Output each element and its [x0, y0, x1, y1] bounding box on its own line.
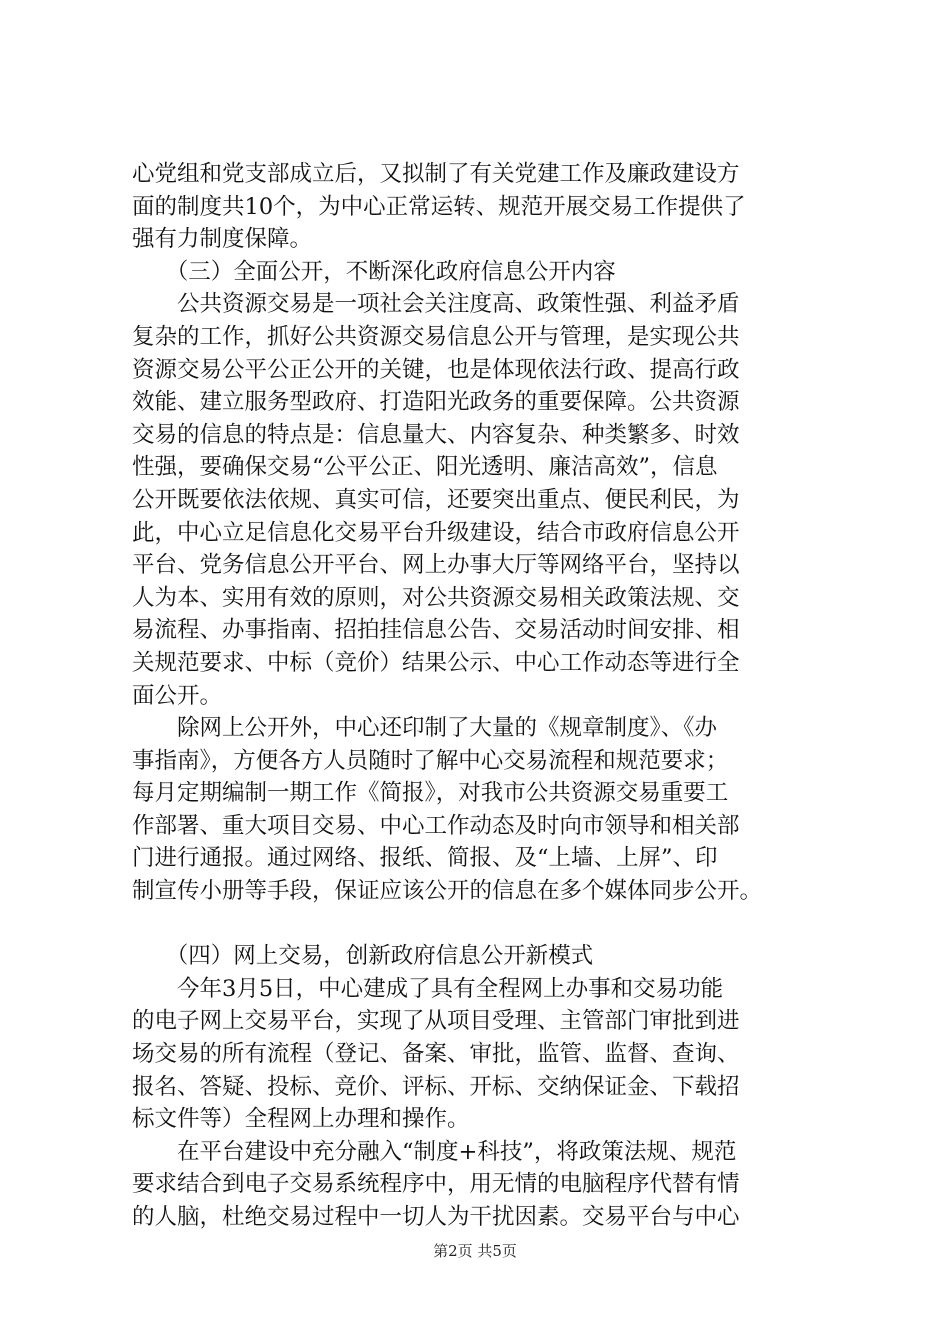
- text-line: 每月定期编制一期工作《简报》，对我市公共资源交易重要工: [132, 780, 729, 807]
- text-line: 平台、党务信息公开平台、网上办事大厅等网络平台，坚持以: [132, 552, 740, 579]
- text-line: 报名、答疑、投标、竞价、评标、开标、交纳保证金、下载招: [132, 1073, 740, 1100]
- text-line: 心党组和党支部成立后，又拟制了有关党建工作及廉政建设方: [132, 161, 740, 187]
- text-line: （四）网上交易，创新政府信息公开新模式: [132, 943, 594, 970]
- text-line: 效能、建立服务型政府、打造阳光政务的重要保障。公共资源: [132, 389, 740, 416]
- text-line: 面公开。: [132, 682, 223, 709]
- text-line: 场交易的所有流程（登记、备案、审批，监管、监督、查询、: [132, 1041, 740, 1068]
- paragraph-spacer: [132, 908, 832, 941]
- text-line: 性强，要确保交易“公平公正、阳光透明、廉洁高效”，信息: [132, 454, 718, 481]
- text-line: 关规范要求、中标（竞价）结果公示、中心工作动态等进行全: [132, 649, 740, 676]
- text-line: 易流程、办事指南、招拍挂信息公告、交易活动时间安排、相: [132, 617, 740, 644]
- text-line: 要求结合到电子交易系统程序中，用无情的电脑程序代替有情: [132, 1171, 740, 1198]
- body-text: [132, 158, 832, 1234]
- text-line: 资源交易公平公正公开的关键，也是体现依法行政、提高行政: [132, 356, 740, 383]
- text-line: （三）全面公开，不断深化政府信息公开内容: [132, 258, 616, 285]
- text-line: 公开既要依法依规、真实可信，还要突出重点、便民利民，为: [132, 486, 740, 513]
- text-line: 此，中心立足信息化交易平台升级建设，结合市政府信息公开: [132, 519, 740, 546]
- text-line: 面的制度共10个，为中心正常运转、规范开展交易工作提供了: [132, 193, 746, 220]
- text-line: 门进行通报。通过网络、报纸、简报、及“上墙、上屏”、印: [132, 845, 718, 872]
- text-line: 制宣传小册等手段，保证应该公开的信息在多个媒体同步公开。: [132, 878, 763, 905]
- text-line: 的人脑，杜绝交易过程中一切人为干扰因素。交易平台与中心: [132, 1204, 740, 1230]
- text-line: 除网上公开外，中心还印制了大量的《规章制度》、《办: [132, 715, 718, 742]
- page-footer: 第2页 共5页: [433, 1242, 517, 1260]
- text-line: 复杂的工作，抓好公共资源交易信息公开与管理，是实现公共: [132, 323, 740, 350]
- text-line: 标文件等）全程网上办理和操作。: [132, 1106, 470, 1133]
- text-line: 公共资源交易是一项社会关注度高、政策性强、利益矛盾: [132, 291, 740, 318]
- text-line: 今年3月5日，中心建成了具有全程网上办事和交易功能: [132, 975, 724, 1002]
- text-line: 交易的信息的特点是：信息量大、内容复杂、种类繁多、时效: [132, 421, 740, 448]
- text-line: 强有力制度保障。: [132, 226, 313, 253]
- text-line: 的电子网上交易平台，实现了从项目受理、主管部门审批到进: [132, 1008, 740, 1035]
- text-line: 事指南》，方便各方人员随时了解中心交易流程和规范要求；: [132, 747, 729, 774]
- text-line: 作部署、重大项目交易、中心工作动态及时向市领导和相关部: [132, 812, 740, 839]
- text-line: 在平台建设中充分融入“制度+科技”，将政策法规、规范: [132, 1138, 737, 1165]
- text-line: 人为本、实用有效的原则，对公共资源交易相关政策法规、交: [132, 584, 740, 611]
